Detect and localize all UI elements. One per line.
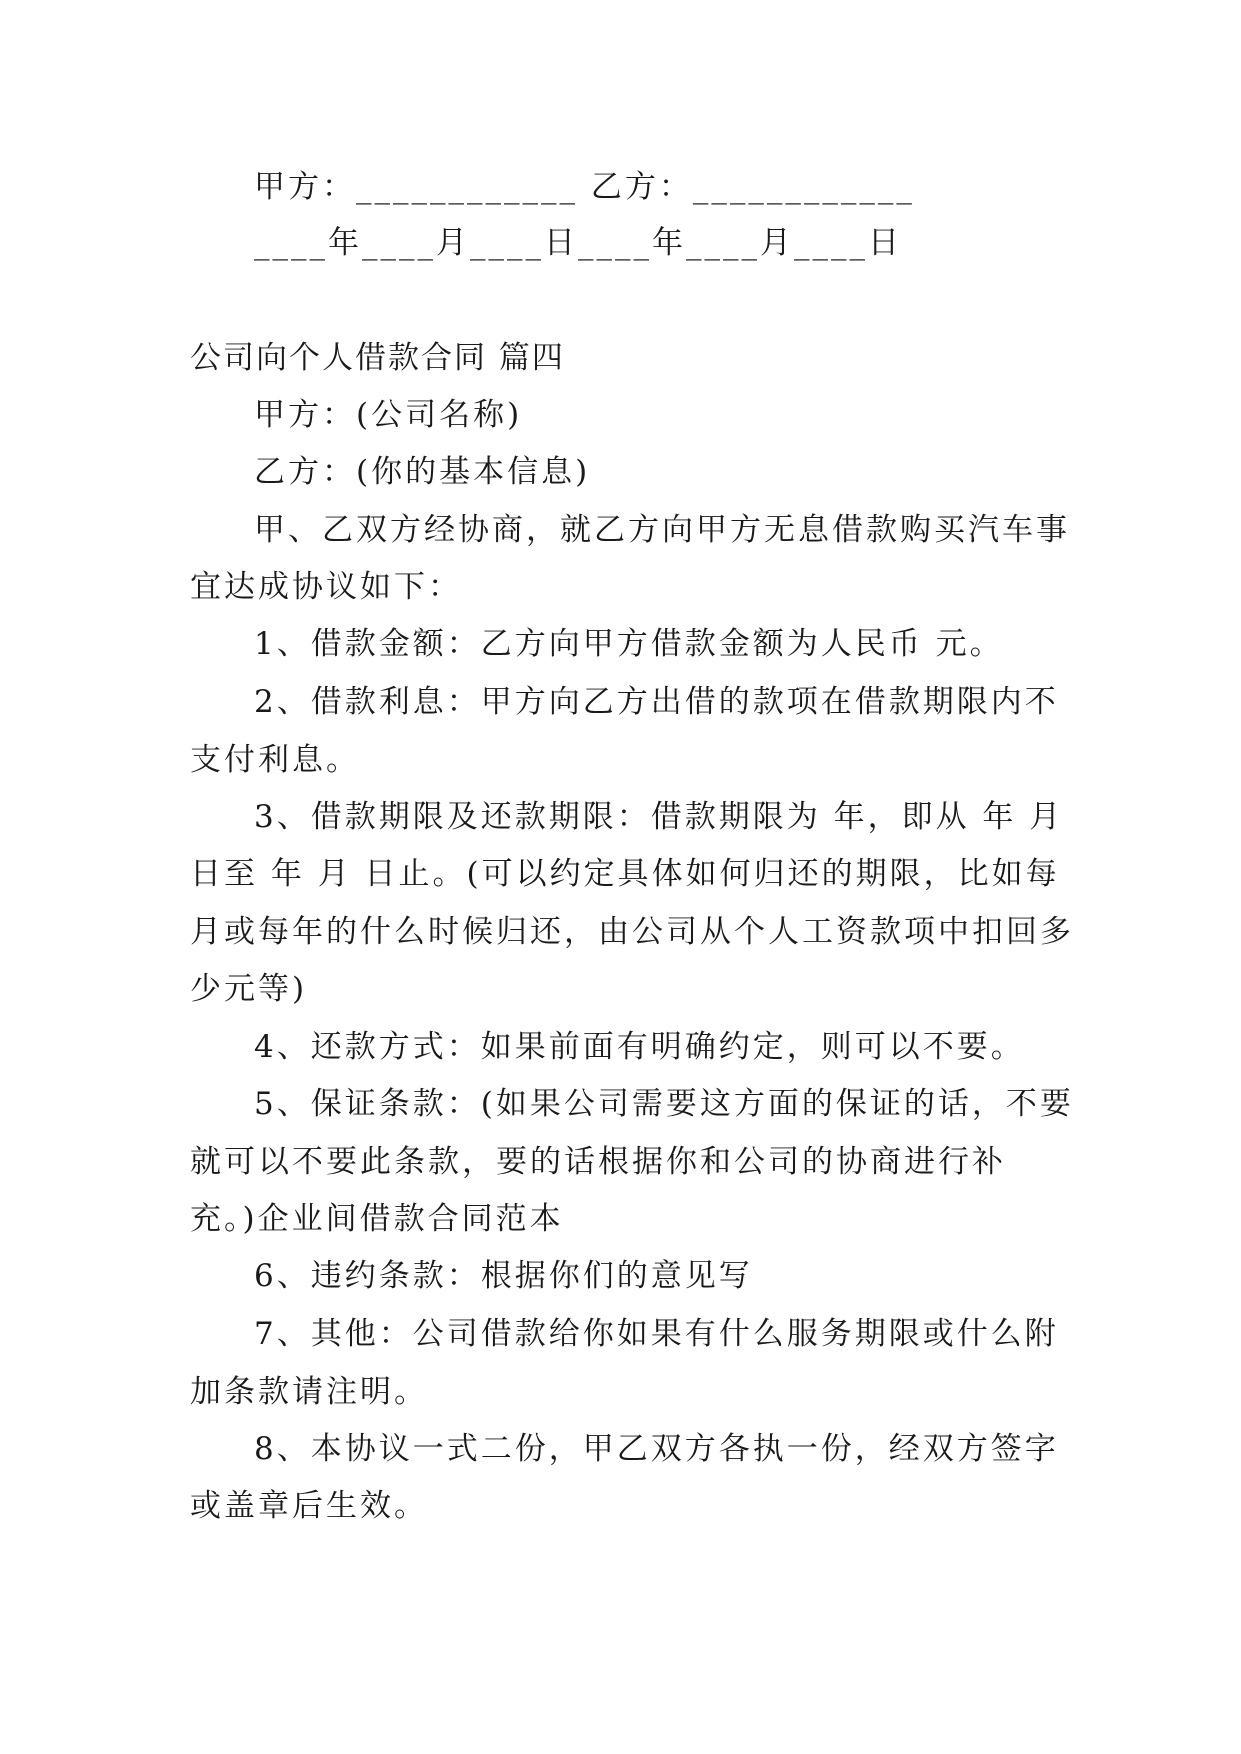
paragraph-line: 甲、乙双方经协商，就乙方向甲方无息借款购买汽车事 [254,512,1070,548]
paragraph-line: 充。)企业间借款合同范本 [190,1201,564,1237]
clause-6-line: 6、违约条款：根据你们的意见写 [254,1258,753,1294]
party-a-line: 甲方：(公司名称) [254,397,523,433]
paragraph-line: 就可以不要此条款，要的话根据你和公司的协商进行补 [190,1144,1006,1180]
paragraph-line: 或盖章后生效。 [190,1488,428,1524]
signature-parties-line: 甲方：____________ 乙方：____________ [254,169,915,205]
clause-4-line: 4、还款方式：如果前面有明确约定，则可以不要。 [254,1029,1025,1065]
clause-2-line: 2、借款利息：甲方向乙方出借的款项在借款期限内不 [254,684,1059,720]
signature-dates-line: ____年____月____日____年____月____日 [254,225,902,261]
clause-1-line: 1、借款金额：乙方向甲方借款金额为人民币 元。 [254,626,1004,662]
paragraph-line: 宜达成协议如下： [190,569,462,605]
clause-3-line: 3、借款期限及还款期限：借款期限为 年，即从 年 月 [254,799,1064,835]
clause-5-line: 5、保证条款：(如果公司需要这方面的保证的话，不要 [254,1086,1074,1122]
paragraph-line: 加条款请注明。 [190,1374,428,1410]
party-b-line: 乙方：(你的基本信息) [254,454,591,490]
paragraph-line: 少元等) [190,971,308,1007]
paragraph-line: 支付利息。 [190,742,360,778]
clause-7-line: 7、其他：公司借款给你如果有什么服务期限或什么附 [254,1316,1059,1352]
section-title: 公司向个人借款合同 篇四 [190,340,565,376]
paragraph-line: 日至 年 月 日止。(可以约定具体如何归还的期限，比如每 [190,856,1060,892]
clause-8-line: 8、本协议一式二份，甲乙双方各执一份，经双方签字 [254,1431,1059,1467]
paragraph-line: 月或每年的什么时候归还，由公司从个人工资款项中扣回多 [190,914,1074,950]
